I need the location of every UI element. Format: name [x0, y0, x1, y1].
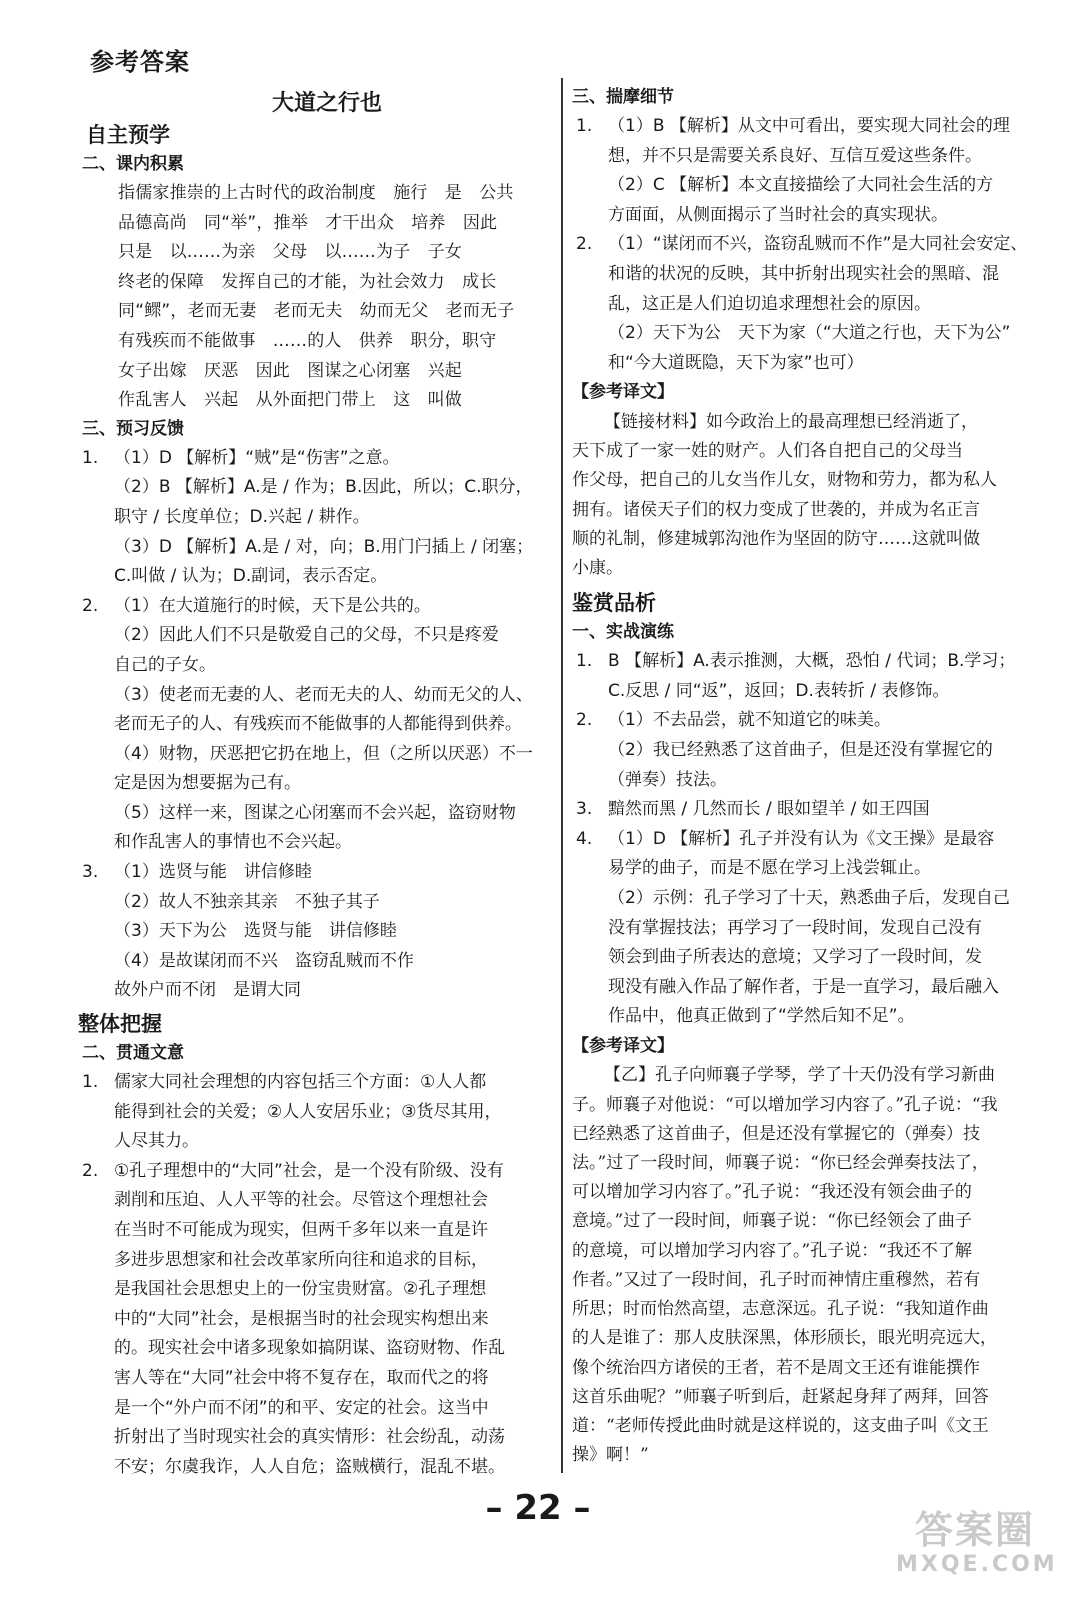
left-column: [78, 80, 556, 1482]
watermark-logo-text: 答案圈: [914, 1508, 1035, 1552]
text-line: 意境。”过了一段时间，师襄子说：“你已经领会了曲子: [572, 1211, 972, 1232]
text-line: 和谐的状况的反映，其中折射出现实社会的黑暗、混: [608, 263, 999, 284]
section-heading-appreciation: 鉴赏品析: [572, 591, 656, 616]
right-column: [572, 80, 1042, 1470]
text-line: 能得到社会的关爱；②人人安居乐业；③货尽其用，: [114, 1101, 502, 1122]
text-line: 老而无子的人、有残疾而不能做事的人都能得到供养。: [114, 714, 522, 735]
text-line: 的。现实社会中诸多现象如搞阴谋、盗窃财物、作乱: [114, 1338, 505, 1359]
text-line: （2）故人不独亲其亲 不独子其子: [114, 891, 380, 912]
text-line: （1）B 【解析】从文中可看出，要实现大同社会的理: [608, 116, 1010, 136]
text-line: 剥削和压迫、人人平等的社会。尽管这个理想社会: [114, 1190, 488, 1211]
text-line: 是我国社会思想史上的一份宝贵财富。②孔子理想: [114, 1279, 487, 1300]
text-line: 故外户而不闭 是谓大同: [114, 980, 301, 1001]
text-line: ①孔子理想中的“大同”社会，是一个没有阶级、没有: [114, 1160, 504, 1181]
text-line: （1）在大道施行的时候，天下是公共的。: [114, 595, 431, 616]
text-line: 终老的保障 发挥自己的才能，为社会效力 成长: [118, 271, 497, 292]
reference-translation-heading: 【参考译文】: [572, 1035, 674, 1056]
question-number: 1.: [82, 447, 99, 468]
section-heading-self-study: 自主预学: [86, 123, 170, 147]
text-line: 顺的礼制，修建城郭沟池作为坚固的防守……这就叫做: [572, 528, 980, 549]
watermark-url: MXQE.COM: [896, 1552, 1058, 1577]
practice-4: [572, 825, 1042, 1032]
text-line: （1）选贤与能 讲信修睦: [114, 862, 312, 883]
answer-body: [608, 825, 1042, 1032]
text-line: 拥有。诸侯天子们的权力变成了世袭的，并成为名正言: [572, 499, 980, 520]
text-line: 小康。: [572, 557, 623, 578]
section-heading-overall: 整体把握: [78, 1012, 162, 1037]
text-line: 法。”过了一段时间，师襄子说：“你已经会弹奏技法了，: [572, 1153, 989, 1174]
text-line: （弹奏）技法。: [608, 769, 727, 790]
text-line: 定是因为想要据为己有。: [114, 773, 301, 794]
subsection-heading-details: 三、揣摩细节: [572, 87, 674, 107]
text-line: （1）不去品尝，就不知道它的味美。: [608, 710, 891, 731]
text-line: 指儒家推崇的上古时代的政治制度 施行 是 公共: [118, 183, 514, 203]
answer-body: [114, 1068, 556, 1157]
page-number: – 22 –: [485, 1488, 591, 1528]
text-line: 想，并不只是需要关系良好、互信互爱这些条件。: [608, 145, 982, 166]
text-line: （3）使老而无妻的人、老而无夫的人、幼而无父的人、: [114, 684, 533, 705]
text-line: 职守 / 长度单位；D.兴起 / 耕作。: [114, 506, 370, 527]
subsection-heading-feedback: 三、预习反馈: [82, 418, 184, 439]
answer-body: [608, 230, 1042, 378]
text-line: 在当时不可能成为现实，但两千多年以来一直是许: [114, 1220, 488, 1240]
text-line: 品德高尚 同“举”，推举 才干出众 培养 因此: [118, 212, 498, 233]
answer-body: [608, 795, 1042, 825]
reference-translation-1: [572, 408, 1042, 583]
answer-body: [608, 647, 1042, 706]
question-body: [114, 858, 556, 1006]
text-line: （3）天下为公 选贤与能 讲信修睦: [114, 921, 397, 942]
text-line: 领会到曲子所表达的意境；又学习了一段时间，发: [608, 947, 982, 968]
text-line: 这首乐曲呢？”师襄子听到后，赶紧起身拜了两拜，回答: [572, 1386, 989, 1407]
text-line: C.反思 / 同“返”，返回；D.表转折 / 表修饰。: [608, 680, 950, 701]
text-line: （4）是故谋闭而不兴 盗窃乱贼而不作: [114, 950, 414, 971]
text-line: 作品中，他真正做到了“学然后知不足”。: [608, 1006, 915, 1027]
subsection-heading-comprehension: 二、贯通文意: [82, 1043, 184, 1064]
text-line: 和“今大道既隐，天下为家”也可）: [608, 352, 864, 373]
subsection-heading-accumulation: 二、课内积累: [82, 154, 184, 174]
subsection-heading-practice: 一、实战演练: [572, 622, 674, 643]
answer-2: [78, 1157, 556, 1483]
text-line: （1）D 【解析】孔子并没有认为《文王操》是最容: [608, 828, 995, 849]
text-line: 同“鳏”，老而无妻 老而无夫 幼而无父 老而无子: [118, 301, 515, 322]
text-line: 天下成了一家一姓的财产。人们各自把自己的父母当: [572, 441, 963, 462]
text-line: C.叫做 / 认为；D.副词，表示否定。: [114, 566, 388, 587]
text-line: （2）B 【解析】A.是 / 作为；B.因此，所以；C.职分，: [114, 477, 533, 498]
text-line: （5）这样一来，图谋之心闭塞而不会兴起，盗窃财物: [114, 802, 516, 823]
question-2: [78, 592, 556, 858]
text-line: 所思；时而怡然高望，志意深远。孔子说：“我知道作曲: [572, 1299, 989, 1320]
text-line: 黯然而黑 / 几然而长 / 眼如望羊 / 如王四国: [608, 799, 930, 820]
practice-2: [572, 706, 1042, 795]
text-line: 作者。”又过了一段时间，孔子时而神情庄重穆然，若有: [572, 1269, 981, 1290]
column-divider: [561, 78, 563, 1473]
text-line: 现没有融入作品了解作者，于是一直学习，最后融入: [608, 976, 999, 997]
text-line: 人尽其力。: [114, 1131, 199, 1152]
text-line: 可以增加学习内容了。”孔子说：“我还没有领会曲子的: [572, 1182, 972, 1203]
text-line: （4）财物，厌恶把它扔在地上，但（之所以厌恶）不一: [114, 743, 533, 764]
text-line: 没有掌握技法；再学习了一段时间，发现自己没有: [608, 917, 982, 938]
text-line: 有残疾而不能做事 ……的人 供养 职分，职守: [118, 330, 497, 351]
text-line: B 【解析】A.表示推测，大概，恐怕 / 代词；B.学习；: [608, 651, 1016, 672]
text-line: （1）“谋闭而不兴，盗窃乱贼而不作”是大同社会安定、: [608, 234, 1028, 255]
answer-number: 1.: [576, 116, 593, 136]
text-line: （2）因此人们不只是敬爱自己的父母，不只是疼爱: [114, 625, 499, 646]
text-line: 折射出了当时现实社会的真实情形：社会纷乱，动荡: [114, 1427, 505, 1448]
text-line: （2）示例：孔子学习了十天，熟悉曲子后，发现自己: [608, 887, 1010, 908]
text-line: 是一个“外户而不闭”的和平、安定的社会。这当中: [114, 1397, 489, 1418]
text-line: 操》啊！”: [572, 1445, 649, 1466]
answer-number: 1.: [82, 1072, 99, 1093]
text-line: 女子出嫁 厌恶 因此 图谋之心闭塞 兴起: [118, 360, 462, 381]
reference-translation-2: [572, 1061, 1042, 1470]
answer-number: 3.: [576, 799, 593, 820]
reference-translation-heading: 【参考译文】: [572, 382, 674, 403]
answer-number: 1.: [576, 651, 593, 672]
text-line: 作父母，把自己的儿女当作儿女，财物和劳力，都为私人: [572, 470, 997, 491]
question-number: 3.: [82, 862, 99, 883]
answer-number: 4.: [576, 828, 593, 849]
text-line: 害人等在“大同”社会中将不复存在，取而代之的将: [114, 1367, 489, 1388]
answer-1: [78, 1068, 556, 1157]
text-line: 自己的子女。: [114, 654, 216, 675]
text-line: 和作乱害人的事情也不会兴起。: [114, 832, 352, 853]
text-line: （2）C 【解析】本文直接描绘了大同社会生活的方: [608, 175, 994, 196]
text-line: 【链接材料】如今政治上的最高理想已经消逝了，: [604, 411, 978, 432]
text-line: 乱，这正是人们迫切追求理想社会的原因。: [608, 293, 931, 314]
detail-answer-1: [572, 112, 1042, 230]
text-line: （1）D 【解析】“贼”是“伤害”之意。: [114, 447, 400, 468]
answer-number: 2.: [82, 1160, 99, 1181]
answer-body: [114, 1157, 556, 1483]
article-title: 大道之行也: [271, 91, 382, 116]
question-body: [114, 592, 556, 858]
site-watermark: [896, 1508, 1058, 1588]
answer-number: 2.: [576, 234, 593, 255]
text-line: 已经熟悉了这首曲子，但是还没有掌握它的（弹奏）技: [572, 1123, 980, 1144]
question-number: 2.: [82, 595, 99, 616]
page-label: 参考答案: [90, 48, 190, 76]
text-line: 像个统治四方诸侯的王者，若不是周文王还有谁能撰作: [572, 1357, 980, 1378]
text-line: 中的“大同”社会，是根据当时的社会现实构想出来: [114, 1308, 489, 1329]
text-line: 只是 以……为亲 父母 以……为子 子女: [118, 242, 462, 263]
text-line: 易学的曲子，而是不愿在学习上浅尝辄止。: [608, 858, 931, 879]
question-body: [114, 444, 556, 592]
text-line: （3）D 【解析】A.是 / 对，向；B.用门闩插上 / 闭塞；: [114, 536, 534, 557]
text-line: 方面面，从侧面揭示了当时社会的真实现状。: [608, 204, 948, 225]
text-line: （2）我已经熟悉了这首曲子，但是还没有掌握它的: [608, 739, 993, 760]
text-line: （2）天下为公 天下为家（“大道之行也，天下为公”: [608, 323, 1011, 344]
practice-1: [572, 647, 1042, 706]
answer-number: 2.: [576, 710, 593, 731]
text-line: 【乙】孔子向师襄子学琴，学了十天仍没有学习新曲: [604, 1065, 995, 1086]
text-line: 多进步思想家和社会改革家所向往和追求的目标，: [114, 1249, 488, 1270]
vocab-list: [78, 179, 556, 416]
text-line: 儒家大同社会理想的内容包括三个方面：①人人都: [114, 1072, 487, 1093]
text-line: 的意境，可以增加学习内容了。”孔子说：“我还不了解: [572, 1240, 972, 1261]
text-line: 不安；尔虞我诈，人人自危；盗贼横行，混乱不堪。: [114, 1456, 505, 1477]
text-line: 作乱害人 兴起 从外面把门带上 这 叫做: [118, 390, 462, 411]
question-3: [78, 858, 556, 1006]
answer-body: [608, 112, 1042, 230]
text-line: 道：“老师传授此曲时就是这样说的，这支曲子叫《文王: [572, 1415, 989, 1436]
answer-body: [608, 706, 1042, 795]
text-line: 子。师襄子对他说：“可以增加学习内容了。”孔子说：“我: [572, 1094, 998, 1115]
text-line: 的人是谁了：那人皮肤深黑，体形颀长，眼光明亮远大，: [572, 1328, 997, 1349]
question-1: [78, 444, 556, 592]
detail-answer-2: [572, 230, 1042, 378]
practice-3: [572, 795, 1042, 825]
